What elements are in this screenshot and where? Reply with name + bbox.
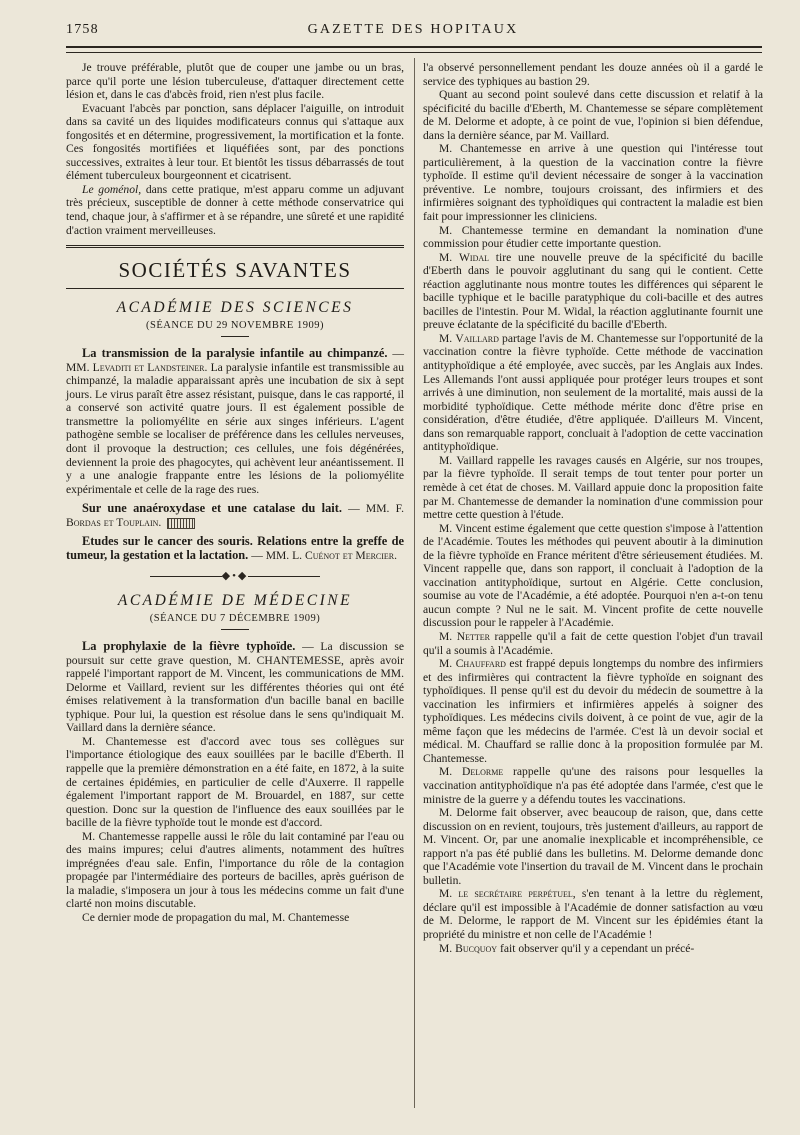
column-divider (414, 58, 415, 1108)
ornament-divider: ◆•◆ (66, 570, 404, 584)
short-rule (221, 336, 249, 337)
paragraph: M. Chantemesse rappelle aussi le rôle du lait contaminé par l'eau ou des mains impures; celui d'autres aliments, notamment des huîtres imprégnées d'eau sale. Enfin, l'importance du rôle de la contagion propagée par l'intermédiaire des porteurs de bacilles, après guérison de la maladie, s'imposera un jour à tous les médecins comme un fait d'une clarté non moins discutable. (66, 829, 404, 911)
article-headline: La prophylaxie de la fièvre typhoïde. (82, 639, 296, 654)
paragraph: Je trouve préférable, plutôt que de couper une jambe ou un bras, parce qu'il porte une lésion tuberculeuse, d'attaquer directement cette lésion et, dans le cas d'abcès froid, rien n'est plus facile. (66, 61, 404, 102)
paragraph (66, 183, 404, 237)
paragraph: M. Vaillard rappelle les ravages causés en Algérie, sur nos troupes, par la fièvre typhoïde. Il serait temps de tout tenter pour porter un remède à cet état de choses. M. Vaillard appuie donc la proposition faite par M. Chantemesse de demander la nomination d'une commission pour mettre cette question à l'étude. (423, 453, 763, 522)
prefix: M. (439, 765, 462, 779)
paragraph: M. Chantemesse est d'accord avec tous ses collègues sur l'importance étiologique des eaux souillées par le bacille d'Eberth. Il rappelle que la première démonstration en a été faite, en 1872, à la suite de certaines épidémies, en particulier de celle d'Auxerre. Il rappelle également l'important rapport de M. Brouardel, en 1887, sur cette question. Donc sur la question de l'influence des eaux souillées par le bacille de la fièvre typhoïde tout le monde est d'accord. (66, 734, 404, 830)
journal-title: GAZETTE DES HOPITAUX (307, 22, 519, 37)
section-double-rule (66, 245, 404, 250)
paragraph: M. Chantemesse en arrive à une question qui l'intéresse tout particulièrement, à la question de la vaccination contre la fièvre typhoïde. Il estime qu'il devient nécessaire de songer à la vaccination préventive. Le nombre, toujours croissant, des infirmiers et des infirmières soignant des typhoïdiques qui contractent la maladie est bien fait pour impressionner les cliniciens. (423, 142, 763, 224)
article-headline: Sur une anaéroxydase et une catalase du lait. (82, 501, 342, 516)
paragraph (423, 251, 763, 332)
paragraph-text: rappelle qu'il a fait de cette question l'objet d'un travail qu'il a soumis à l'Académie. (423, 629, 763, 657)
article (66, 640, 404, 735)
article-headline: Etudes sur le cancer des souris. Relations entre la greffe de tumeur, la gestation et la lactation. (66, 534, 404, 562)
paragraph-text: , s'en tenant à la lettre du règlement, déclare qu'il est impossible à l'Académie de donner satisfaction au vœu de M. Delorme, le rapport de M. Vincent sur les épidémies étant la propriété du ministre et non celle de l'Académie ! (423, 887, 763, 941)
gomenol-emphasis: Le goménol, (82, 182, 142, 196)
article-authors: Bordas et Touplain. (66, 515, 162, 529)
speaker-name: Widal (458, 250, 490, 264)
paragraph (423, 657, 763, 765)
prefix: M. (439, 887, 459, 901)
paragraph (423, 942, 763, 956)
left-column (66, 61, 404, 925)
paragraph: M. Chantemesse termine en demandant la nomination d'une commission pour étudier cette importante question. (423, 223, 763, 251)
paragraph: l'a observé personnellement pendant les douze années où il a gardé le service des typhiques au bastion 29. (423, 61, 763, 88)
academy-heading: ACADÉMIE DES SCIENCES (116, 299, 354, 317)
paragraph-text: fait observer qu'il y a cependant un précé- (497, 941, 695, 955)
paragraph: M. Vincent estime également que cette question s'impose à l'attention de l'Académie. Toutes les méthodes qui peuvent aboutir à la diminution de la fièvre typhoïde en France méritent d'être sérieusement étudiées. M. Vincent rappelle que, dans son rapport, il concluait à l'adoption de la vaccination antityphoïdique, surtout en Algérie. Cette conclusion, soumise au vote de l'Académie, a été adoptée. Pourquoi n'en a-t-on tenu aucun compte ? Nul ne le sait. M. Vincent profite de cette nouvelle discussion pour le rappeler à l'Académie. (423, 521, 763, 630)
seance-date: (SÉANCE DU 7 DÉCEMBRE 1909) (149, 612, 321, 624)
header-rule-thin (66, 52, 762, 53)
paragraph-text: partage l'avis de M. Chantemesse sur l'opportunité de la vaccination contre la fièvre typhoïde. Cette méthode de vaccination antityphoïdique a été employée, avec succès, par les Anglais aux Indes. Les Allemands l'ont aussi appliquée pour protéger leurs troupes et sont arrivés à une diminution, non seulement de la mortalité, mais aussi de la morbidité typhoïdique. Cette méthode mérite donc d'être prise en considération, d'être étudiée, d'être appliquée. D'ailleurs M. Vincent, dans son remarquable rapport, concluait à l'adoption de cette vaccination antityphoïdique. (423, 331, 763, 454)
speaker-name: le secrétaire perpétuel (458, 887, 573, 901)
speaker-name: Delorme (461, 765, 504, 779)
paragraph-text: est frappé depuis longtemps du nombre des infirmiers et des infirmières qui contractent la fièvre typhoïde en soignant des typhoïdiques. Il pense qu'il est du devoir du médecin de soumettre à la vaccination les infirmiers et infirmières appelés à soigner des typhoïdiques. Les médecins civils doivent, à ce point de vue, agir de la même façon que les médecins de l'armée. C'est là un devoir social et médical. M. Chauffard se rallie donc à la proposition formulée par M. Chantemesse. (423, 657, 763, 765)
article (66, 347, 404, 496)
paragraph-text: rappelle qu'une des raisons pour lesquelles la vaccination antityphoïdique n'a pas été adoptée dans l'armée, c'est que le ministre de la guerre y a défendu toutes les vaccinations. (423, 765, 764, 806)
dash: — MM. (66, 347, 404, 374)
speaker-name: Bucquoy (455, 941, 498, 955)
section-title: SOCIÉTÉS SAVANTES (118, 258, 352, 283)
paragraph: Ce dernier mode de propagation du mal, M. Chantemesse (82, 910, 350, 924)
prefix: M. (439, 657, 456, 671)
prefix: M. (439, 250, 459, 264)
speaker-name: Vaillard (455, 331, 499, 345)
running-head (66, 22, 760, 44)
seance-date: (SÉANCE DU 29 NOVEMBRE 1909) (146, 319, 324, 331)
academy-heading: ACADÉMIE DE MÉDECINE (117, 591, 353, 609)
right-column (423, 61, 763, 955)
short-rule (221, 629, 249, 630)
page-number: 1758 (66, 22, 99, 37)
paragraph (423, 630, 763, 657)
article-authors: Cuénot et Mercier. (304, 548, 398, 562)
paragraph: M. Delorme fait observer, avec beaucoup de raison, que, dans cette discussion on en revient, toujours, très justement d'ailleurs, au rapport de M. Vincent. Or, par une anomalie inexplicable et incompréhensible, ce rapport n'a pas été publié dans les bulletins. M. Delorme demande donc que l'Académie vote l'insertion du travail de M. Vincent dans le prochain bulletin. (423, 806, 763, 887)
prefix: M. (439, 331, 456, 345)
dash: — MM. F. (341, 502, 404, 516)
speaker-name: Netter (456, 629, 490, 643)
article (66, 535, 404, 562)
header-rule (66, 46, 762, 48)
paragraph (423, 332, 763, 454)
article-authors: Levaditi et Landsteiner. (92, 360, 208, 374)
paragraph (423, 887, 763, 941)
article (66, 502, 404, 529)
paragraph (423, 765, 763, 806)
section-rule (66, 288, 404, 289)
prefix: M. (439, 629, 457, 643)
prefix: M. (439, 941, 456, 955)
article-headline: La transmission de la paralysie infantile au chimpanzé. (82, 346, 388, 361)
paragraph: Evacuant l'abcès par ponction, sans déplacer l'aiguille, on introduit dans sa cavité un des liquides modificateurs connus qui s'attaque aux fongosités et en détermine, progressivement, la mortification et la fonte. Ces fongosités mortifiées et liquéfiées sont, par des ponctions successives, extraites à leur tour. Et bientôt les tissus débarrassés de tout élément tuberculeux bourgeonnent et cicatrisent. (66, 101, 404, 183)
speaker-name: Chauffard (455, 657, 506, 671)
paragraph: Quant au second point soulevé dans cette discussion et relatif à la spécificité du bacille d'Eberth, M. Chantemesse se sépare complètement de M. Delorme et adopte, à ce point de vue, l'opinion si bien défendue, dans la dernière séance, par M. Vaillard. (423, 88, 763, 142)
article-text: La paralysie infantile est transmissible au chimpanzé, la maladie apparaissant après une incubation de six à sept jours. Le virus paraît être assez résistant, puisque, dans le cas rapporté, il a conservé son activité quatre jours. Il est également possible de transmettre la poliomyélite en série aux singes inférieurs. L'agent pathogène semble se localiser de préférence dans les cellules nerveuses, dont il provoque la destruction; ces cellules, une fois dégénérées, deviennent la proie des phagocytes, qui achèvent leur anéantissement. Il y a une analogie frappante entre les lésions de la poliomyélite expérimentale et celle de la rage des rues. (66, 360, 404, 496)
library-stamp-icon (167, 518, 195, 529)
paragraph-text: dans cette pratique, m'est apparu comme un adjuvant très précieux, susceptible de donner à cette méthode conservatrice qui tend, chaque jour, à s'affirmer et à se répandre, une sûreté et une rapidité d'action vraiment merveilleuses. (66, 182, 404, 237)
paragraph-text: tire une nouvelle preuve de la spécificité du bacille d'Eberth dans le pouvoir agglutinant du sang qui le contient. Cette réaction agglutinante nous montre toutes les différences qui séparent le bacille typhique et le bacille paratyphique du coli-bacille et des autres bacilles de l'intestin. Pour M. Widal, la réaction agglutinante fournit une preuve éclatante de la spécificité du bacille d'Eberth. (423, 250, 764, 332)
dash: — MM. L. (248, 548, 305, 562)
article-text: — La discussion se poursuit sur cette grave question, M. CHANTEMESSE, après avoir rappelé l'important rapport de M. Vincent, les communications de MM. Delorme et Vaillard, revient sur les différentes théories qui ont été émises relativement à la transformation d'un bacille banal en bacille typhique. Pour lui, la question est résolue dans le sens qu'indiquait M. Vaillard dans la dernière séance. (66, 640, 404, 735)
